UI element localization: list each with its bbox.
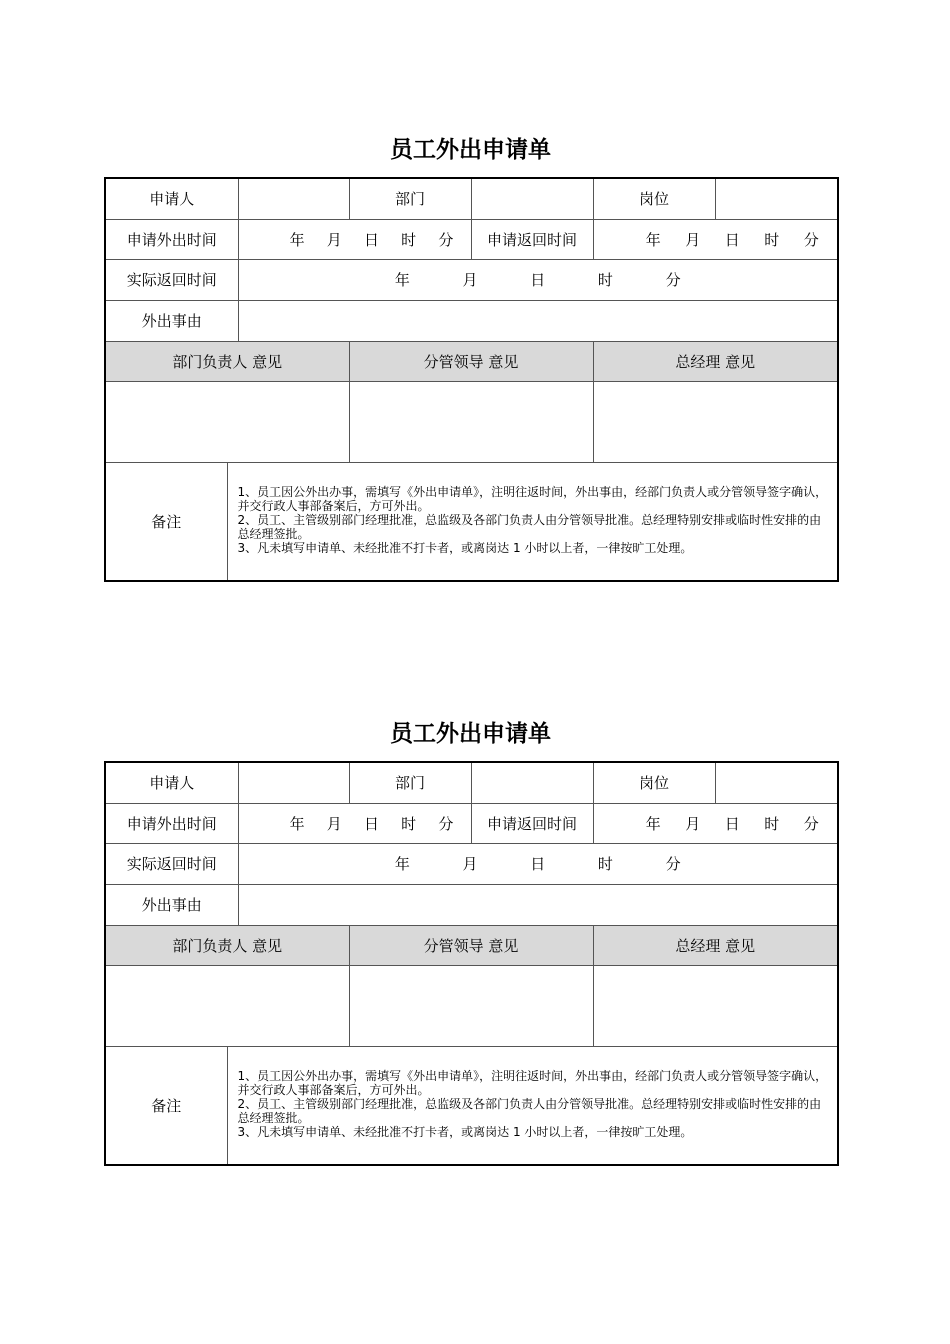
- remarks-label: 备注: [105, 462, 227, 581]
- day-unit: 日: [363, 230, 379, 249]
- day-unit: 日: [363, 814, 379, 833]
- remarks-label: 备注: [105, 1046, 227, 1165]
- minute-unit: 分: [803, 814, 819, 833]
- dept-head-opinion-field[interactable]: [105, 965, 349, 1046]
- position-label: 岗位: [593, 762, 715, 803]
- day-unit: 日: [530, 855, 546, 873]
- out-time-label: 申请外出时间: [105, 803, 238, 843]
- gm-opinion-field[interactable]: [593, 381, 838, 462]
- remarks-row: [105, 1046, 838, 1165]
- reason-field[interactable]: [238, 300, 838, 341]
- return-time-field[interactable]: [593, 219, 838, 259]
- minute-unit: 分: [803, 230, 819, 249]
- year-unit: 年: [645, 814, 661, 833]
- out-time-label: 申请外出时间: [105, 219, 238, 259]
- department-field[interactable]: [471, 762, 593, 803]
- opinion-body-row: [105, 381, 838, 462]
- hour-unit: 时: [764, 814, 780, 833]
- minute-unit: 分: [665, 855, 681, 873]
- return-time-label: 申请返回时间: [471, 219, 593, 259]
- dept-head-opinion-header: 部门负责人 意见: [105, 341, 349, 381]
- remarks-row: [105, 462, 838, 581]
- year-unit: 年: [394, 271, 410, 289]
- reason-field[interactable]: [238, 884, 838, 925]
- reason-row: [105, 300, 838, 341]
- remark-line-1: 1、员工因公外出办事，需填写《外出申请单》，注明往返时间，外出事由，经部门负责人或分管领导签字确认，并交行政人事部备案后，方可外出。: [237, 484, 828, 513]
- hour-unit: 时: [401, 814, 417, 833]
- year-unit: 年: [289, 814, 305, 833]
- applicant-row: [105, 178, 838, 219]
- hour-unit: 时: [597, 855, 613, 873]
- remark-line-3: 3、凡未填写申请单、未经批准不打卡者，或离岗达 1 小时以上者，一律按旷工处理。: [237, 1124, 693, 1139]
- reason-row: [105, 884, 838, 925]
- remarks-text: [227, 462, 838, 581]
- actual-return-row: [105, 843, 838, 884]
- time-row: [105, 219, 838, 259]
- dept-head-opinion-header: 部门负责人 意见: [105, 925, 349, 965]
- remarks-text: [227, 1046, 838, 1165]
- form-title: 员工外出申请单: [390, 137, 551, 163]
- actual-return-label: 实际返回时间: [105, 259, 238, 300]
- day-unit: 日: [724, 814, 740, 833]
- department-label: 部门: [349, 178, 471, 219]
- gm-opinion-header: 总经理 意见: [593, 925, 838, 965]
- form-table: [104, 761, 839, 1166]
- minute-unit: 分: [665, 271, 681, 289]
- opinion-body-row: [105, 965, 838, 1046]
- minute-unit: 分: [438, 814, 454, 833]
- applicant-row: [105, 762, 838, 803]
- position-field[interactable]: [715, 762, 838, 803]
- outing-form-1: [104, 137, 837, 581]
- reason-label: 外出事由: [105, 884, 238, 925]
- minute-unit: 分: [438, 230, 454, 249]
- form-title: 员工外出申请单: [390, 721, 551, 747]
- time-row: [105, 803, 838, 843]
- form-table: [104, 177, 839, 582]
- day-unit: 日: [724, 230, 740, 249]
- out-time-field[interactable]: [238, 219, 471, 259]
- hour-unit: 时: [764, 230, 780, 249]
- year-unit: 年: [289, 230, 305, 249]
- position-field[interactable]: [715, 178, 838, 219]
- actual-return-field[interactable]: [238, 259, 838, 300]
- remark-line-2: 2、员工、主管级别部门经理批准，总监级及各部门负责人由分管领导批准。总经理特别安排或临时性安排的由总经理签批。: [237, 512, 822, 541]
- month-unit: 月: [685, 230, 701, 249]
- actual-return-field[interactable]: [238, 843, 838, 884]
- remark-line-3: 3、凡未填写申请单、未经批准不打卡者，或离岗达 1 小时以上者，一律按旷工处理。: [237, 540, 693, 555]
- out-time-field[interactable]: [238, 803, 471, 843]
- opinion-header-row: [105, 341, 838, 381]
- remark-line-1: 1、员工因公外出办事，需填写《外出申请单》，注明往返时间，外出事由，经部门负责人或分管领导签字确认，并交行政人事部备案后，方可外出。: [237, 1068, 828, 1097]
- dept-head-opinion-field[interactable]: [105, 381, 349, 462]
- opinion-header-row: [105, 925, 838, 965]
- month-unit: 月: [462, 271, 478, 289]
- applicant-field[interactable]: [238, 762, 349, 803]
- department-label: 部门: [349, 762, 471, 803]
- supervisor-opinion-field[interactable]: [349, 965, 593, 1046]
- applicant-field[interactable]: [238, 178, 349, 219]
- reason-label: 外出事由: [105, 300, 238, 341]
- day-unit: 日: [530, 271, 546, 289]
- hour-unit: 时: [401, 230, 417, 249]
- gm-opinion-field[interactable]: [593, 965, 838, 1046]
- outing-form-2: [104, 721, 837, 1165]
- month-unit: 月: [462, 855, 478, 873]
- supervisor-opinion-header: 分管领导 意见: [349, 925, 593, 965]
- actual-return-label: 实际返回时间: [105, 843, 238, 884]
- position-label: 岗位: [593, 178, 715, 219]
- year-unit: 年: [645, 230, 661, 249]
- actual-return-row: [105, 259, 838, 300]
- gm-opinion-header: 总经理 意见: [593, 341, 838, 381]
- applicant-label: 申请人: [105, 178, 238, 219]
- month-unit: 月: [326, 230, 342, 249]
- year-unit: 年: [394, 855, 410, 873]
- return-time-field[interactable]: [593, 803, 838, 843]
- return-time-label: 申请返回时间: [471, 803, 593, 843]
- remark-line-2: 2、员工、主管级别部门经理批准，总监级及各部门负责人由分管领导批准。总经理特别安排或临时性安排的由总经理签批。: [237, 1096, 822, 1125]
- month-unit: 月: [326, 814, 342, 833]
- supervisor-opinion-header: 分管领导 意见: [349, 341, 593, 381]
- department-field[interactable]: [471, 178, 593, 219]
- supervisor-opinion-field[interactable]: [349, 381, 593, 462]
- hour-unit: 时: [597, 271, 613, 289]
- applicant-label: 申请人: [105, 762, 238, 803]
- month-unit: 月: [685, 814, 701, 833]
